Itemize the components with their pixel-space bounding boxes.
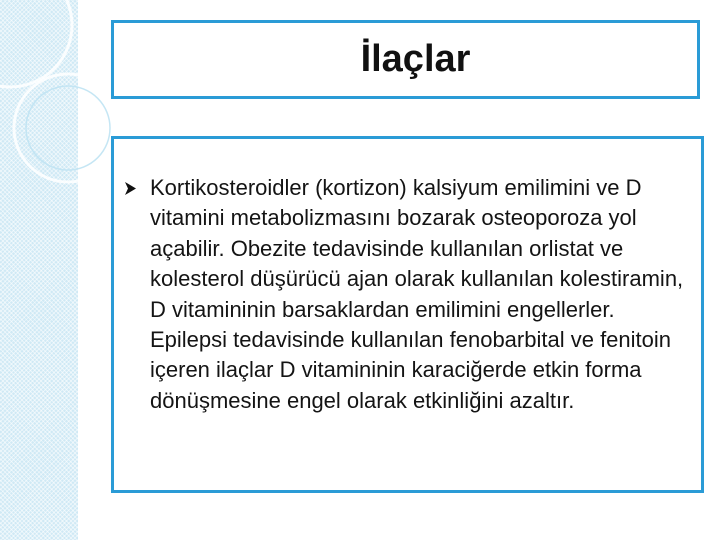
content-frame — [111, 136, 704, 493]
bullet-item — [114, 173, 701, 416]
bullet-text: Kortikosteroidler (kortizon) kalsiyum emilimini ve D vitamini metabolizmasını bozarak osteoporoza yol açabilir. Obezite tedavisinde kullanılan orlistat ve kolesterol düşürücü ajan olarak kullanılan kolestiramin, D vitamininin barsaklardan emilimini engellerler. Epilepsi tedavisinde kullanılan fenobarbital ve fenitoin içeren ilaçlar D vitamininin karaciğerde etkin forma dönüşmesine engel olarak etkinliğini azaltır. — [150, 175, 684, 413]
bullet-list — [114, 173, 701, 416]
title-frame — [111, 20, 700, 99]
arrowhead-bullet-icon — [125, 182, 136, 195]
page-title: İlaçlar — [360, 38, 471, 80]
